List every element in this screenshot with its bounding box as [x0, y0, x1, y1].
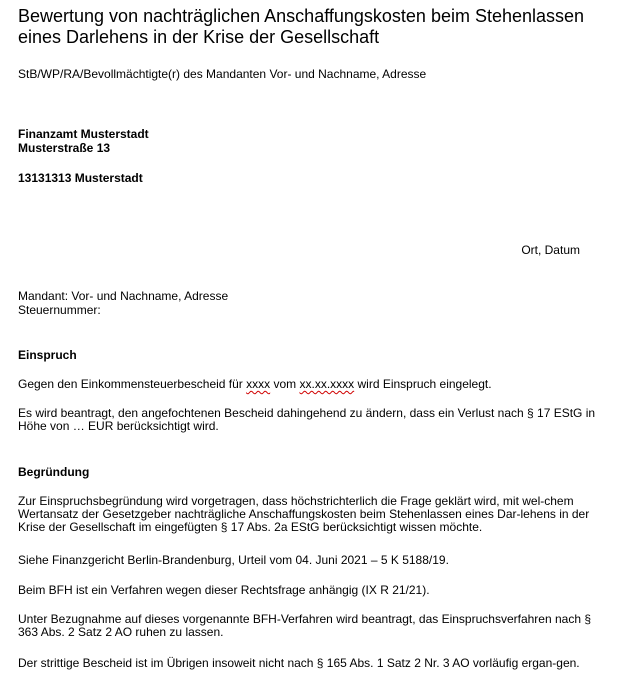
document-title: Bewertung von nachträglichen Anschaffungskosten beim Stehenlassen eines Darlehens in der Krise der Gesellschaft: [18, 6, 585, 47]
einspruch-p1-mid: vom: [270, 377, 300, 391]
begruendung-paragraph-1: Zur Einspruchsbegründung wird vorgetragen, dass höchstrichterlich die Frage geklärt wird, mit wel-chem Wertansatz der Gesetzgeber nachträgliche Anschaffungskosten beim Stehenlassen eines Dar-lehens in der Krise der Gesellschaft im eingefügten § 17 Abs. 2a EStG berücksichtigt wissen möchte.: [18, 494, 590, 534]
begruendung-paragraph-4: Unter Bezugnahme auf dieses vorgenannte BFH-Verfahren wird beantragt, das Einspruchsverfahren nach § 363 Abs. 2 Satz 2 AO ruhen zu lassen.: [18, 612, 591, 639]
date-placeholder: xx.xx.xxxx: [299, 377, 355, 391]
tax-number-line: Steuernummer:: [18, 303, 101, 317]
einspruch-paragraph-1: [18, 378, 603, 391]
einspruch-heading: Einspruch: [18, 348, 77, 362]
begruendung-paragraph-2: Siehe Finanzgericht Berlin-Brandenburg, Urteil vom 04. Juni 2021 – 5 K 5188/19.: [18, 553, 449, 567]
begruendung-heading: Begründung: [18, 465, 90, 479]
place-date: Ort, Datum: [521, 243, 580, 257]
einspruch-p1-pre: Gegen den Einkommensteuerbescheid für: [18, 377, 247, 391]
begruendung-paragraph-3: Beim BFH ist ein Verfahren wegen dieser Rechtsfrage anhängig (IX R 21/21).: [18, 583, 430, 597]
einspruch-paragraph-2: Es wird beantragt, den angefochtenen Bescheid dahingehend zu ändern, dass ein Verlust nach § 17 EStG in Höhe von … EUR berücksichtigt wird.: [18, 406, 596, 433]
recipient-city: 13131313 Musterstadt: [18, 171, 143, 185]
recipient-street: Musterstraße 13: [18, 141, 111, 155]
recipient-name: Finanzamt Musterstadt: [18, 127, 149, 141]
client-line: Mandant: Vor- und Nachname, Adresse: [18, 289, 229, 303]
sender-line: StB/WP/RA/Bevollmächtigte(r) des Mandanten Vor- und Nachname, Adresse: [18, 67, 427, 81]
year-placeholder: xxxx: [246, 377, 271, 391]
begruendung-paragraph-5: Der strittige Bescheid ist im Übrigen insoweit nicht nach § 165 Abs. 1 Satz 2 Nr. 3 AO vorläufig ergan-gen.: [18, 656, 580, 670]
einspruch-p1-post: wird Einspruch eingelegt.: [354, 377, 492, 391]
